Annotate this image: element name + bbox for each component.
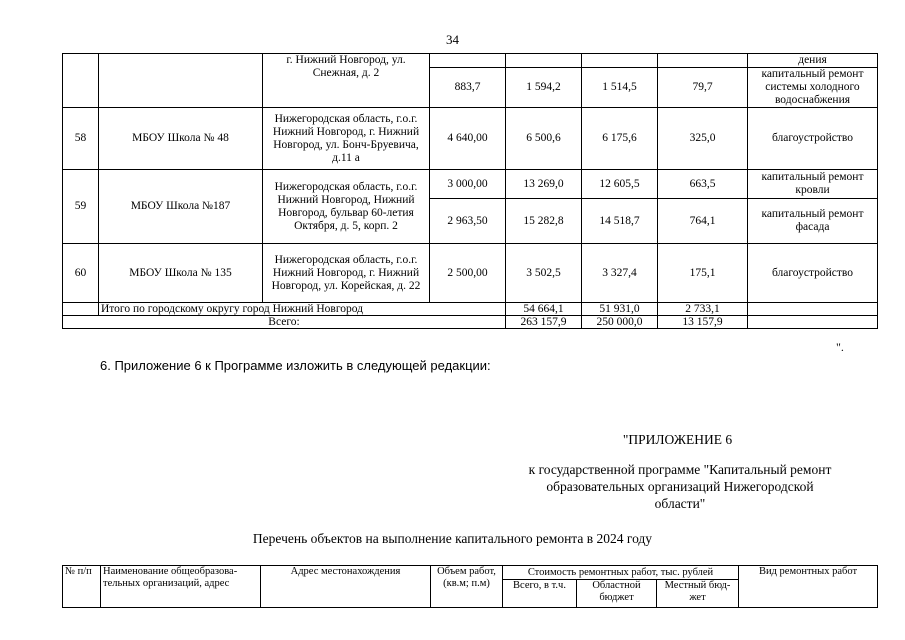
work-type-cell: капитальный ремонт системы холодного водоснабжения xyxy=(748,68,878,108)
table-row xyxy=(63,244,878,303)
regional-cell: 3 327,4 xyxy=(582,244,658,303)
address-cell: г. Нижний Новгород, ул. Снежная, д. 2 xyxy=(263,54,430,108)
work-type-cell: благоустройство xyxy=(748,244,878,303)
header-volume: Объем работ, (кв.м; п.м) xyxy=(431,566,503,608)
volume-cell: 2 963,50 xyxy=(430,199,506,244)
regional-cell: 12 605,5 xyxy=(582,170,658,199)
objects-table-header xyxy=(62,565,878,608)
row-number: 58 xyxy=(63,108,99,170)
appendix-text: к государственной программе "Капитальный ремонт образовательных организаций Нижегородской области" xyxy=(528,462,832,511)
local-cell: 175,1 xyxy=(658,244,748,303)
header-location: Адрес местонахождения xyxy=(261,566,431,608)
objects-table-continued xyxy=(62,53,878,329)
school-name: МБОУ Школа № 135 xyxy=(99,244,263,303)
work-type-cell: благоустройство xyxy=(748,108,878,170)
header-name: Наименование общеобразова-тельных организаций, адрес xyxy=(101,566,261,608)
closing-quote: ". xyxy=(836,340,844,354)
regional-cell: 14 518,7 xyxy=(582,199,658,244)
volume-cell: 3 000,00 xyxy=(430,170,506,199)
grand-total-regional: 250 000,0 xyxy=(582,316,658,329)
local-cell: 663,5 xyxy=(658,170,748,199)
address-cell: Нижегородская область, г.о.г. Нижний Новгород, Нижний Новгород, бульвар 60-летия Октября, д. 5, корп. 2 xyxy=(263,170,430,244)
grand-total-total: 263 157,9 xyxy=(506,316,582,329)
header-regional: Областной бюджет xyxy=(577,580,657,608)
total-cell: 13 269,0 xyxy=(506,170,582,199)
regional-cell: 6 175,6 xyxy=(582,108,658,170)
school-name: МБОУ Школа № 48 xyxy=(99,108,263,170)
subtotal-row xyxy=(63,303,878,316)
total-cell: 3 502,5 xyxy=(506,244,582,303)
school-name: МБОУ Школа №187 xyxy=(99,170,263,244)
list-title: Перечень объектов на выполнение капитального ремонта в 2024 году xyxy=(252,531,653,546)
header-cost: Стоимость ремонтных работ, тыс. рублей xyxy=(503,566,739,580)
subtotal-regional: 51 931,0 xyxy=(582,303,658,316)
amendment-paragraph: 6. Приложение 6 к Программе изложить в следующей редакции: xyxy=(100,358,491,373)
header-local: Местный бюд-жет xyxy=(657,580,739,608)
row-number: 59 xyxy=(63,170,99,244)
volume-cell: 4 640,00 xyxy=(430,108,506,170)
address-cell: Нижегородская область, г.о.г. Нижний Новгород, г. Нижний Новгород, ул. Бонч-Бруевича, д.11 а xyxy=(263,108,430,170)
grand-total-local: 13 157,9 xyxy=(658,316,748,329)
subtotal-label: Итого по городскому округу город Нижний Новгород xyxy=(99,303,506,316)
page-number: 34 xyxy=(446,32,459,47)
volume-cell: 883,7 xyxy=(430,68,506,108)
table-row xyxy=(63,108,878,170)
subtotal-local: 2 733,1 xyxy=(658,303,748,316)
total-cell: 15 282,8 xyxy=(506,199,582,244)
header-row xyxy=(63,566,878,580)
local-cell: 325,0 xyxy=(658,108,748,170)
subtotal-total: 54 664,1 xyxy=(506,303,582,316)
appendix-title: "ПРИЛОЖЕНИЕ 6 xyxy=(622,432,733,447)
regional-cell: 1 514,5 xyxy=(582,68,658,108)
work-type-cell: капитальный ремонт фасада xyxy=(748,199,878,244)
table-row xyxy=(63,54,878,68)
header-num: № п/п xyxy=(63,566,101,608)
work-type-cell: капитальный ремонт кровли xyxy=(748,170,878,199)
grand-total-row xyxy=(63,316,878,329)
work-type-cell: дения xyxy=(748,54,878,68)
grand-total-label: Всего: xyxy=(63,316,506,329)
header-work-type: Вид ремонтных работ xyxy=(739,566,878,608)
header-total: Всего, в т.ч. xyxy=(503,580,577,608)
total-cell: 1 594,2 xyxy=(506,68,582,108)
local-cell: 79,7 xyxy=(658,68,748,108)
total-cell: 6 500,6 xyxy=(506,108,582,170)
row-number: 60 xyxy=(63,244,99,303)
table-row xyxy=(63,170,878,199)
local-cell: 764,1 xyxy=(658,199,748,244)
volume-cell: 2 500,00 xyxy=(430,244,506,303)
address-cell: Нижегородская область, г.о.г. Нижний Новгород, г. Нижний Новгород, ул. Корейская, д. 22 xyxy=(263,244,430,303)
